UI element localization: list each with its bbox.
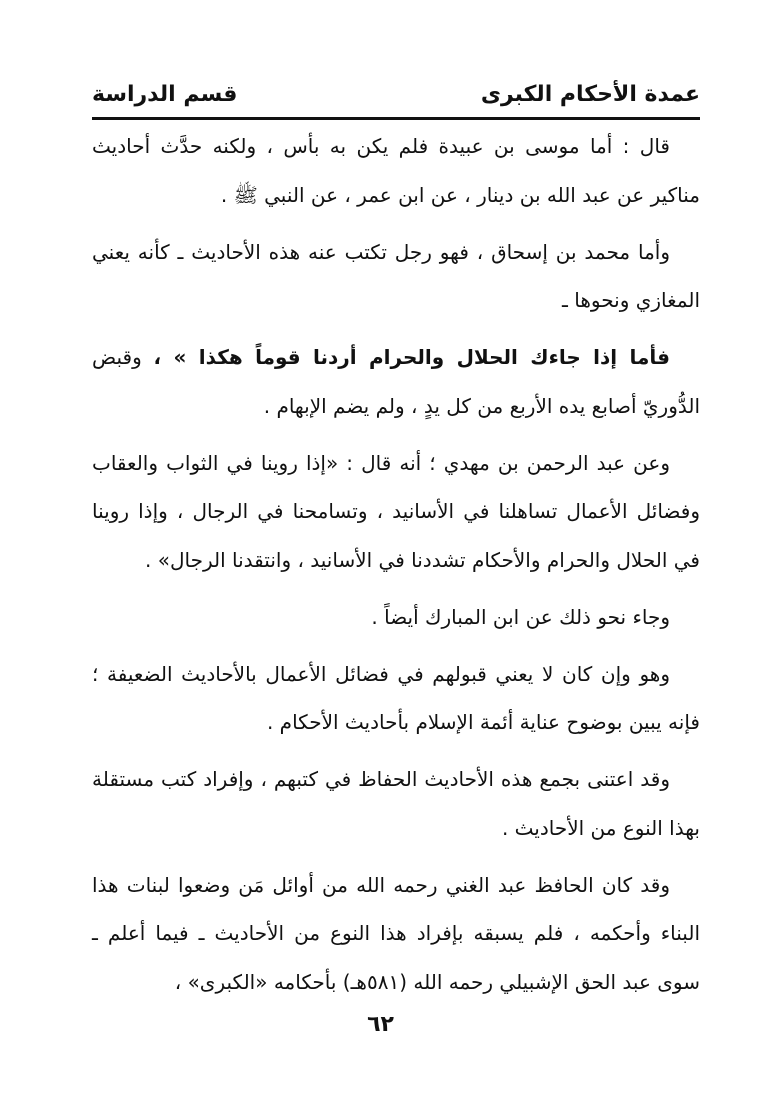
section-title: قسم الدراسة [92, 82, 238, 107]
header-divider [92, 117, 700, 120]
paragraph: وجاء نحو ذلك عن ابن المبارك أيضاً . [371, 604, 670, 629]
paragraph: وقد كان الحافظ عبد الغني رحمه الله من أوائل مَن وضعوا لبنات هذا البناء وأحكمه ، فلم يسبقه بإفراد هذا النوع من الأحاديث ـ فيما أعلم ـ سوى عبد الحق الإشبيلي رحمه الله (٥٨١هـ) بأحكامه «الكبرى» ، [92, 872, 700, 994]
paragraph: وعن عبد الرحمن بن مهدي ؛ أنه قال : «إذا روينا في الثواب والعقاب وفضائل الأعمال تساهلنا في الأسانيد ، وتسامحنا في الرجال ، وإذا روينا في الحلال والحرام والأحكام تشددنا في الأسانيد ، وانتقدنا الرجال» . [92, 450, 700, 572]
book-title: عمدة الأحكام الكبرى [480, 82, 700, 107]
paragraph: وقد اعتنى بجمع هذه الأحاديث الحفاظ في كتبهم ، وإفراد كتب مستقلة بهذا النوع من الأحاديث . [92, 767, 700, 840]
page-number: ٦٢ [367, 1012, 394, 1037]
body-text [92, 122, 700, 1015]
paragraph: وهو وإن كان لا يعني قبولهم في فضائل الأعمال بالأحاديث الضعيفة ؛ فإنه يبين بوضوح عناية أئمة الإسلام بأحاديث الأحكام . [92, 661, 700, 734]
paragraph: فأما إذا جاءك الحلال والحرام أردنا قوماً هكذا » ، وقبض الدُّوريّ أصابع يده الأربع من كل يدٍ ، ولم يضم الإبهام . [92, 345, 700, 418]
paragraph: قال : أما موسى بن عبيدة فلم يكن به بأس ، ولكنه حدَّث أحاديث مناكير عن عبد الله بن دينار ، عن ابن عمر ، عن النبي ﷺ . [92, 134, 700, 207]
bold-quote: فأما إذا جاءك الحلال والحرام أردنا قوماً هكذا » ، [153, 345, 670, 369]
paragraph: وأما محمد بن إسحاق ، فهو رجل تكتب عنه هذه الأحاديث ـ كأنه يعني المغازي ونحوها ـ [92, 239, 700, 312]
running-header [92, 78, 700, 114]
